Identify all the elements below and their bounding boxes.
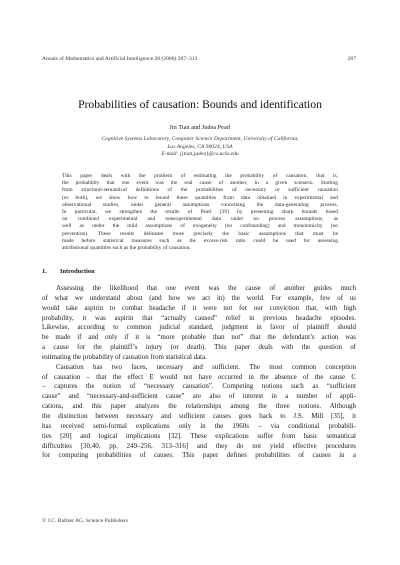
body-text bbox=[42, 284, 356, 461]
body-line: difficulties [30,40, pp. 249–256, 313–316] and they do not yield effective procedures bbox=[42, 441, 356, 450]
body-line: – captures the notion of “necessary causation”. Competing notions such as “sufficient bbox=[42, 382, 356, 391]
email-line: E-mail: {jtian,judea}@cs.ucla.edu bbox=[161, 151, 239, 158]
body-line: Likewise, according to common judicial standard, judgment in favor of plaintiff should bbox=[42, 323, 356, 332]
abstract-line: well as under the mild assumptions of exogeneity (no confounding) and monotonicity (no bbox=[62, 223, 338, 230]
body-line: of causation – that the effect E would not have occurred in the absence of the cause C bbox=[42, 372, 356, 381]
affiliation-line: Los Angeles, CA 90024, USA bbox=[167, 143, 233, 150]
page-number: 287 bbox=[347, 56, 356, 62]
affiliation-line: Cognitive Systems Laboratory, Computer Science Department, University of California, bbox=[101, 136, 299, 142]
body-line: a cause for the plaintiff’s injury (or death). This paper deals with the question of bbox=[42, 343, 356, 352]
running-head bbox=[42, 56, 356, 63]
body-line: be made if and only if it is “more probable than not” that the defendant’s action was bbox=[42, 333, 356, 342]
abstract-line: from structural-semantical definitions of the probabilities of necessary or sufficient causation bbox=[62, 187, 338, 194]
journal-citation: Annals of Mathematics and Artificial Intelligence 28 (2000) 287–313 bbox=[42, 56, 198, 62]
abstract-line: This paper deals with the problem of estimating the probability of causation, that is, bbox=[62, 173, 338, 179]
section-heading bbox=[42, 268, 95, 276]
body-line: has received semi-formal explications only in the 1960s – via conditional probabili- bbox=[42, 421, 356, 430]
body-line: ties [20] and logical implications [32]. These explications suffer from basic semantical bbox=[42, 431, 356, 440]
abstract-line: on combined experimental and nonexperimental data under no process assumptions, as bbox=[62, 216, 338, 223]
body-line: probability, it was aspirin that “actually caused” relief in previous headache episodes. bbox=[42, 313, 356, 322]
abstract-line: attributional quantities such as the probability of causation. bbox=[62, 245, 191, 252]
paper-title: Probabilities of causation: Bounds and identification bbox=[78, 98, 322, 111]
abstract-line: the probability that one event was the real cause of another, in a given scenario. Starting bbox=[62, 180, 338, 187]
body-line: the distinction between necessary and sufficient causes goes back to J.S. Mill [35], it bbox=[42, 411, 356, 420]
author-affiliation bbox=[0, 136, 400, 159]
section-title: Introduction bbox=[60, 268, 95, 275]
body-line: Assessing the likelihood that one event was the cause of another guides much bbox=[56, 284, 356, 292]
abstract-line: observational studies, under general assumptions concerning the data-generating process. bbox=[62, 201, 338, 208]
paper-authors: Jin Tian and Judea Pearl bbox=[169, 124, 231, 131]
body-line: for computing probabilities of causes. This paper defines probabilities of causes in a bbox=[42, 451, 356, 460]
abstract-line: made before statistical measures such as the excess-risk ratio could be used for assessing bbox=[62, 237, 338, 244]
abstract-line: prevention). These results delineate more precisely the basic assumptions that must be bbox=[62, 230, 338, 237]
body-line: estimating the probability of causation from statistical data. bbox=[42, 352, 207, 361]
abstract-line: In particular, we strengthen the results of Pearl [39] by presenting sharp bounds based bbox=[62, 209, 338, 216]
body-line: would take aspirin to combat headache if it were not for our conviction that, with high bbox=[42, 303, 356, 312]
body-line: Causation has two faces, necessary and sufficient. The most common conception bbox=[56, 362, 356, 371]
body-line: of what we understand about (and how we act in) the world. For example, few of us bbox=[42, 293, 356, 302]
abstract bbox=[62, 173, 338, 252]
body-line: cations, and this paper analyzes the relationships among the three notions. Although bbox=[42, 402, 356, 411]
abstract-line: (or both), we show how to bound these quantities from data obtained in experimental and bbox=[62, 194, 338, 201]
copyright-footer: © J.C. Baltzer AG, Science Publishers bbox=[42, 518, 128, 524]
body-line: cause” and “necessary-and-sufficient cause” are also of interest in a number of appli- bbox=[42, 392, 356, 401]
section-number: 1. bbox=[42, 268, 47, 275]
